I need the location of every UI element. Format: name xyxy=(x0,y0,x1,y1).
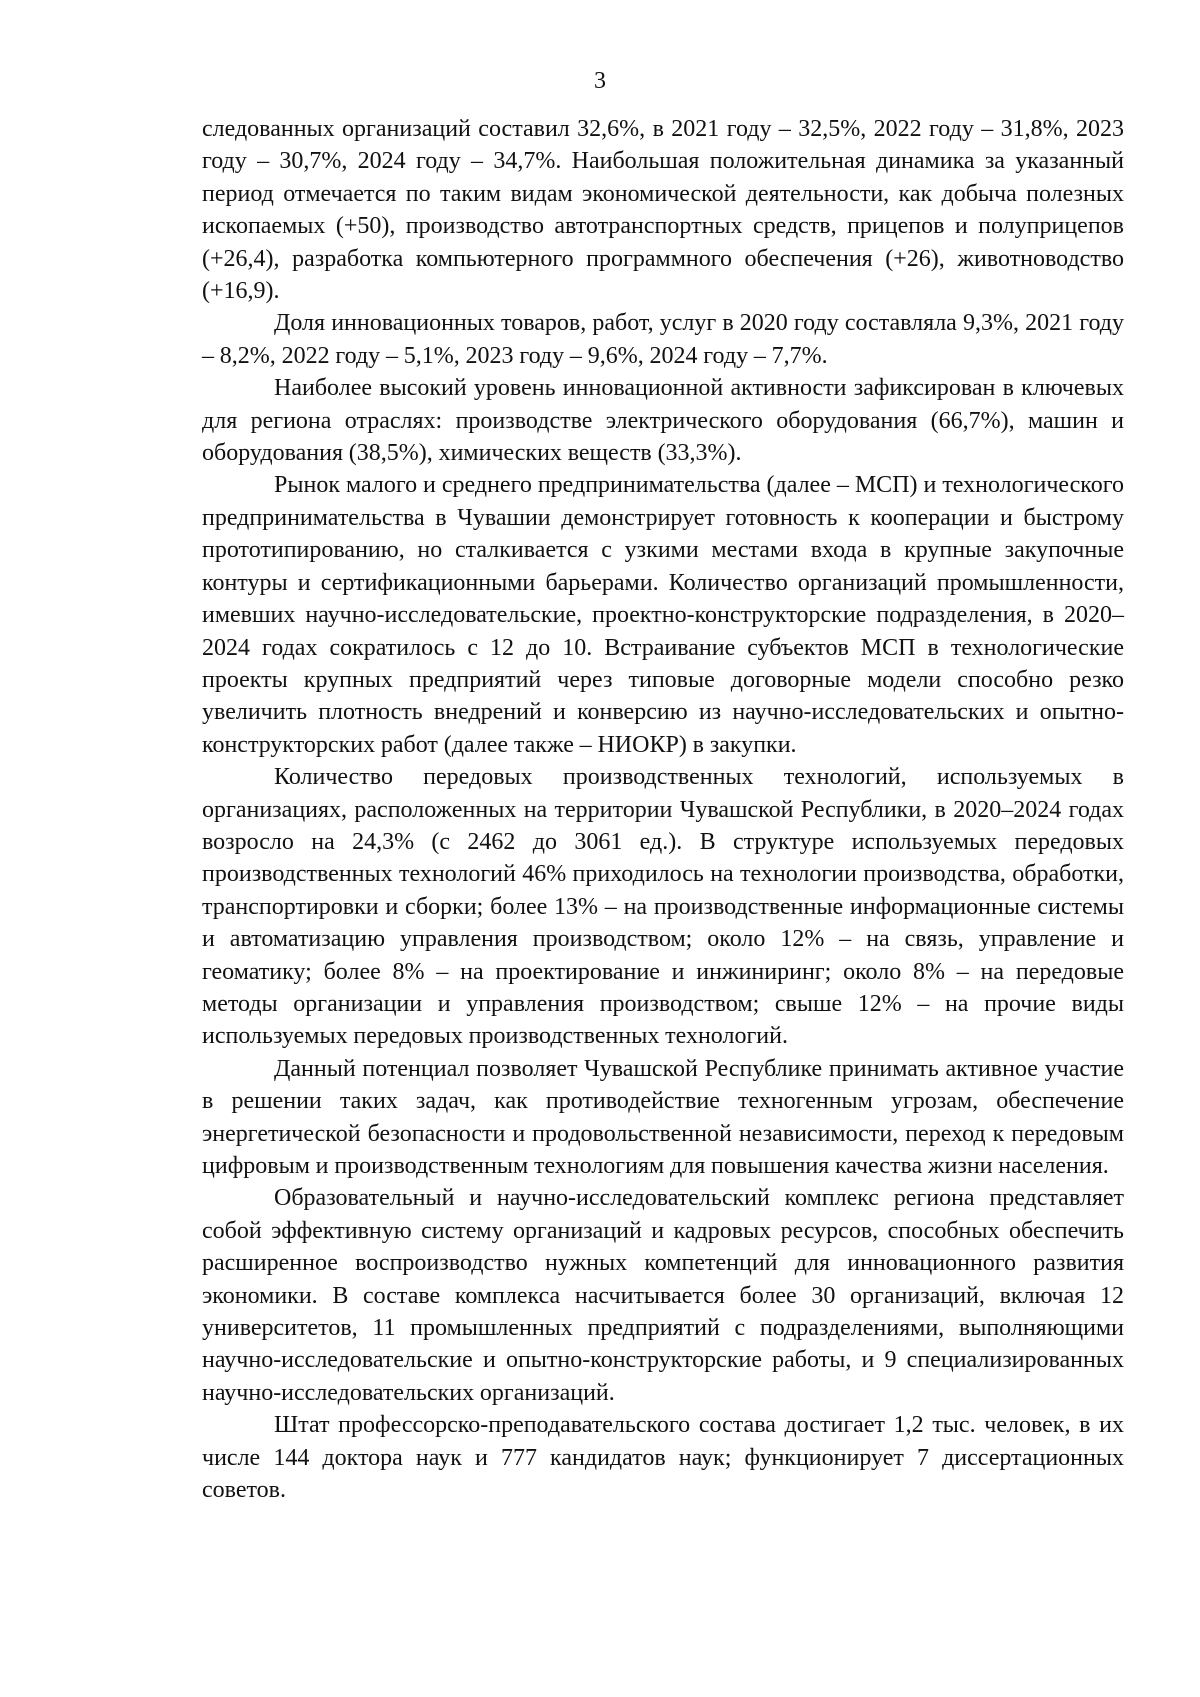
page-number: 3 xyxy=(594,68,606,94)
paragraph-survey-share: следованных организаций составил 32,6%, в 2021 году – 32,5%, 2022 году – 31,8%, 2023 году – 30,7%, 2024 году – 34,7%. Наибольшая положительная динамика за указанный период отмечается по таким видам экономической деятельности, как добыча полезных ископаемых (+50), производство автотранспортных средств, прицепов и полуприцепов (+26,4), разработка компьютерного программного обеспечения (+26), животноводство (+16,9). xyxy=(202,116,1124,305)
paragraph-potential: Данный потенциал позволяет Чувашской Республике принимать активное участие в решении таких задач, как противодействие техногенным угрозам, обеспечение энергетической безопасности и продовольственной независимости, переход к передовым цифровым и производственным технологиям для повышения качества жизни населения. xyxy=(202,1055,1124,1179)
paragraph-innovative-goods-share: Доля инновационных товаров, работ, услуг в 2020 году составляла 9,3%, 2021 году – 8,2%, 2022 году – 5,1%, 2023 году – 9,6%, 2024 году – 7,7%. xyxy=(202,310,1124,369)
paragraph-innovation-activity: Наиболее высокий уровень инновационной активности зафиксирован в ключевых для региона отраслях: производстве электрического оборудования (66,7%), машин и оборудования (38,5%), химических веществ (33,3%). xyxy=(202,375,1124,467)
paragraph-advanced-technologies: Количество передовых производственных технологий, используемых в организациях, расположенных на территории Чувашской Республики, в 2020–2024 годах возросло на 24,3% (с 2462 до 3061 ед.). В структуре используемых передовых производственных технологий 46% приходилось на технологии производства, обработки, транспортировки и сборки; более 13% – на производственные информационные системы и автоматизацию управления производством; около 12% – на связь, управление и геоматику; более 8% – на проектирование и инжиниринг; около 8% – на передовые методы организации и управления производством; свыше 12% – на прочие виды используемых передовых производственных технологий. xyxy=(202,764,1124,1050)
paragraph-teaching-staff: Штат профессорско-преподавательского состава достигает 1,2 тыс. человек, в их числе 144 доктора наук и 777 кандидатов наук; функционирует 7 диссертационных советов. xyxy=(202,1412,1124,1504)
paragraph-education-complex: Образовательный и научно-исследовательский комплекс региона представляет собой эффективную систему организаций и кадровых ресурсов, способных обеспечить расширенное воспроизводство нужных компетенций для инновационного развития экономики. В составе комплекса насчитывается более 30 организаций, включая 12 университетов, 11 промышленных предприятий с подразделениями, выполняющими научно-исследовательские и опытно-конструкторские работы, и 9 специализированных научно-исследовательских организаций. xyxy=(202,1185,1124,1406)
document-body xyxy=(202,113,1124,1506)
paragraph-sme-market: Рынок малого и среднего предпринимательства (далее – МСП) и технологического предпринимательства в Чувашии демонстрирует готовность к кооперации и быстрому прототипированию, но сталкивается с узкими местами входа в крупные закупочные контуры и сертификационными барьерами. Количество организаций промышленности, имевших научно-исследовательские, проектно-конструкторские подразделения, в 2020–2024 годах сократилось с 12 до 10. Встраивание субъектов МСП в технологические проекты крупных предприятий через типовые договорные модели способно резко увеличить плотность внедрений и конверсию из научно-исследовательских и опытно-конструкторских работ (далее также – НИОКР) в закупки. xyxy=(202,472,1124,758)
